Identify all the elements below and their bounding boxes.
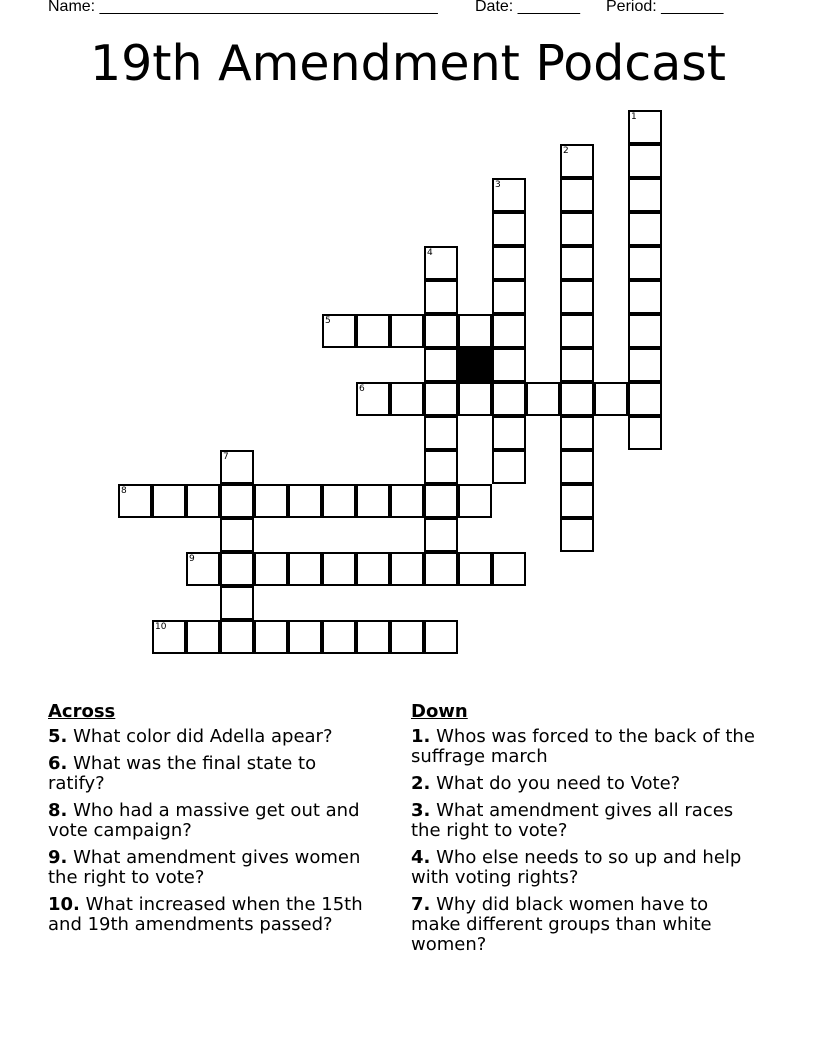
- grid-cell[interactable]: [186, 484, 220, 518]
- grid-cell[interactable]: [560, 212, 594, 246]
- across-clue-8: 8. Who had a massive get out and vote campaign?: [48, 800, 360, 841]
- grid-cell[interactable]: [390, 484, 424, 518]
- grid-cell[interactable]: [220, 518, 254, 552]
- grid-cell[interactable]: [492, 280, 526, 314]
- grid-cell[interactable]: [560, 382, 594, 416]
- across-heading: Across: [48, 701, 116, 722]
- grid-cell[interactable]: [492, 552, 526, 586]
- grid-cell[interactable]: [560, 280, 594, 314]
- clue-number: 4: [427, 248, 433, 258]
- grid-cell[interactable]: [254, 620, 288, 654]
- grid-cell[interactable]: [390, 314, 424, 348]
- grid-cell[interactable]: [628, 280, 662, 314]
- grid-cell[interactable]: [288, 484, 322, 518]
- grid-cell[interactable]: [628, 178, 662, 212]
- grid-cell[interactable]: [152, 620, 186, 654]
- clue-number: 3: [495, 180, 501, 190]
- across-clues: [48, 701, 378, 942]
- grid-cell[interactable]: [254, 552, 288, 586]
- grid-cell[interactable]: [628, 382, 662, 416]
- down-clue-7: 7. Why did black women have to make different groups than white women?: [411, 894, 712, 955]
- grid-cell[interactable]: [288, 552, 322, 586]
- date-field[interactable]: Date: _______: [475, 0, 580, 15]
- clue-number: 6: [359, 384, 365, 394]
- grid-cell[interactable]: [322, 620, 356, 654]
- down-clue-3: 3. What amendment gives all races the right to vote?: [411, 800, 734, 841]
- grid-cell[interactable]: [492, 382, 526, 416]
- grid-cell[interactable]: [458, 552, 492, 586]
- grid-cell[interactable]: [390, 552, 424, 586]
- grid-cell[interactable]: [390, 382, 424, 416]
- down-clue-2: 2. What do you need to Vote?: [411, 773, 681, 794]
- grid-cell[interactable]: [186, 620, 220, 654]
- grid-cell[interactable]: [560, 416, 594, 450]
- grid-cell[interactable]: [424, 484, 458, 518]
- grid-cell[interactable]: [560, 348, 594, 382]
- grid-cell[interactable]: [492, 314, 526, 348]
- grid-cell[interactable]: [424, 348, 458, 382]
- grid-cell[interactable]: [560, 450, 594, 484]
- clue-number: 8: [121, 486, 127, 496]
- grid-cell[interactable]: [220, 552, 254, 586]
- grid-cell[interactable]: [594, 382, 628, 416]
- grid-cell[interactable]: [628, 110, 662, 144]
- grid-cell[interactable]: [356, 620, 390, 654]
- grid-cell[interactable]: [560, 178, 594, 212]
- grid-cell[interactable]: [356, 382, 390, 416]
- grid-cell[interactable]: [220, 450, 254, 484]
- grid-cell[interactable]: [424, 620, 458, 654]
- clue-number: 9: [189, 554, 195, 564]
- grid-cell[interactable]: [322, 484, 356, 518]
- grid-cell[interactable]: [118, 484, 152, 518]
- grid-cell[interactable]: [628, 416, 662, 450]
- grid-cell[interactable]: [628, 348, 662, 382]
- grid-cell[interactable]: [492, 416, 526, 450]
- grid-cell[interactable]: [152, 484, 186, 518]
- grid-cell[interactable]: [424, 382, 458, 416]
- clue-number: 10: [155, 622, 167, 632]
- clue-number: 5: [325, 316, 331, 326]
- grid-cell[interactable]: [356, 552, 390, 586]
- grid-cell[interactable]: [424, 450, 458, 484]
- across-clue-10: 10. What increased when the 15th and 19th amendments passed?: [48, 894, 363, 935]
- grid-cell[interactable]: [560, 246, 594, 280]
- clue-number: 7: [223, 452, 229, 462]
- grid-cell[interactable]: [424, 518, 458, 552]
- grid-cell[interactable]: [356, 314, 390, 348]
- grid-cell[interactable]: [458, 484, 492, 518]
- grid-cell[interactable]: [186, 552, 220, 586]
- grid-cell[interactable]: [424, 416, 458, 450]
- grid-cell[interactable]: [526, 382, 560, 416]
- grid-cell[interactable]: [458, 314, 492, 348]
- grid-cell[interactable]: [628, 144, 662, 178]
- grid-cell[interactable]: [560, 518, 594, 552]
- grid-cell[interactable]: [424, 280, 458, 314]
- grid-cell[interactable]: [458, 382, 492, 416]
- grid-cell[interactable]: [322, 314, 356, 348]
- grid-cell[interactable]: [628, 246, 662, 280]
- grid-cell[interactable]: [492, 348, 526, 382]
- grid-cell[interactable]: [322, 552, 356, 586]
- down-clue-1: 1. Whos was forced to the back of the suffrage march: [411, 726, 755, 767]
- grid-cell[interactable]: [492, 246, 526, 280]
- grid-cell[interactable]: [560, 314, 594, 348]
- grid-cell[interactable]: [288, 620, 322, 654]
- grid-cell[interactable]: [560, 144, 594, 178]
- grid-cell[interactable]: [560, 484, 594, 518]
- down-clue-4: 4. Who else needs to so up and help with voting rights?: [411, 847, 742, 888]
- grid-cell[interactable]: [220, 586, 254, 620]
- clue-number: 2: [563, 146, 569, 156]
- grid-cell[interactable]: [424, 552, 458, 586]
- grid-cell[interactable]: [492, 450, 526, 484]
- period-field[interactable]: Period: _______: [606, 0, 724, 15]
- grid-cell[interactable]: [254, 484, 288, 518]
- grid-cell[interactable]: [628, 314, 662, 348]
- grid-cell[interactable]: [424, 314, 458, 348]
- down-clues: [411, 701, 761, 962]
- grid-cell[interactable]: [628, 212, 662, 246]
- grid-cell[interactable]: [424, 246, 458, 280]
- grid-cell[interactable]: [492, 212, 526, 246]
- across-clue-6: 6. What was the final state to ratify?: [48, 753, 317, 794]
- grid-cell[interactable]: [390, 620, 424, 654]
- clue-number: 1: [631, 112, 637, 122]
- name-field[interactable]: Name: ______________________________________: [48, 0, 438, 15]
- across-clue-5: 5. What color did Adella apear?: [48, 726, 333, 747]
- across-clue-9: 9. What amendment gives women the right to vote?: [48, 847, 361, 888]
- black-square: [458, 348, 492, 382]
- down-heading: Down: [411, 701, 468, 722]
- puzzle-title: 19th Amendment Podcast: [89, 35, 727, 92]
- grid-cell[interactable]: [220, 620, 254, 654]
- grid-cell[interactable]: [356, 484, 390, 518]
- grid-cell[interactable]: [220, 484, 254, 518]
- grid-cell[interactable]: [492, 178, 526, 212]
